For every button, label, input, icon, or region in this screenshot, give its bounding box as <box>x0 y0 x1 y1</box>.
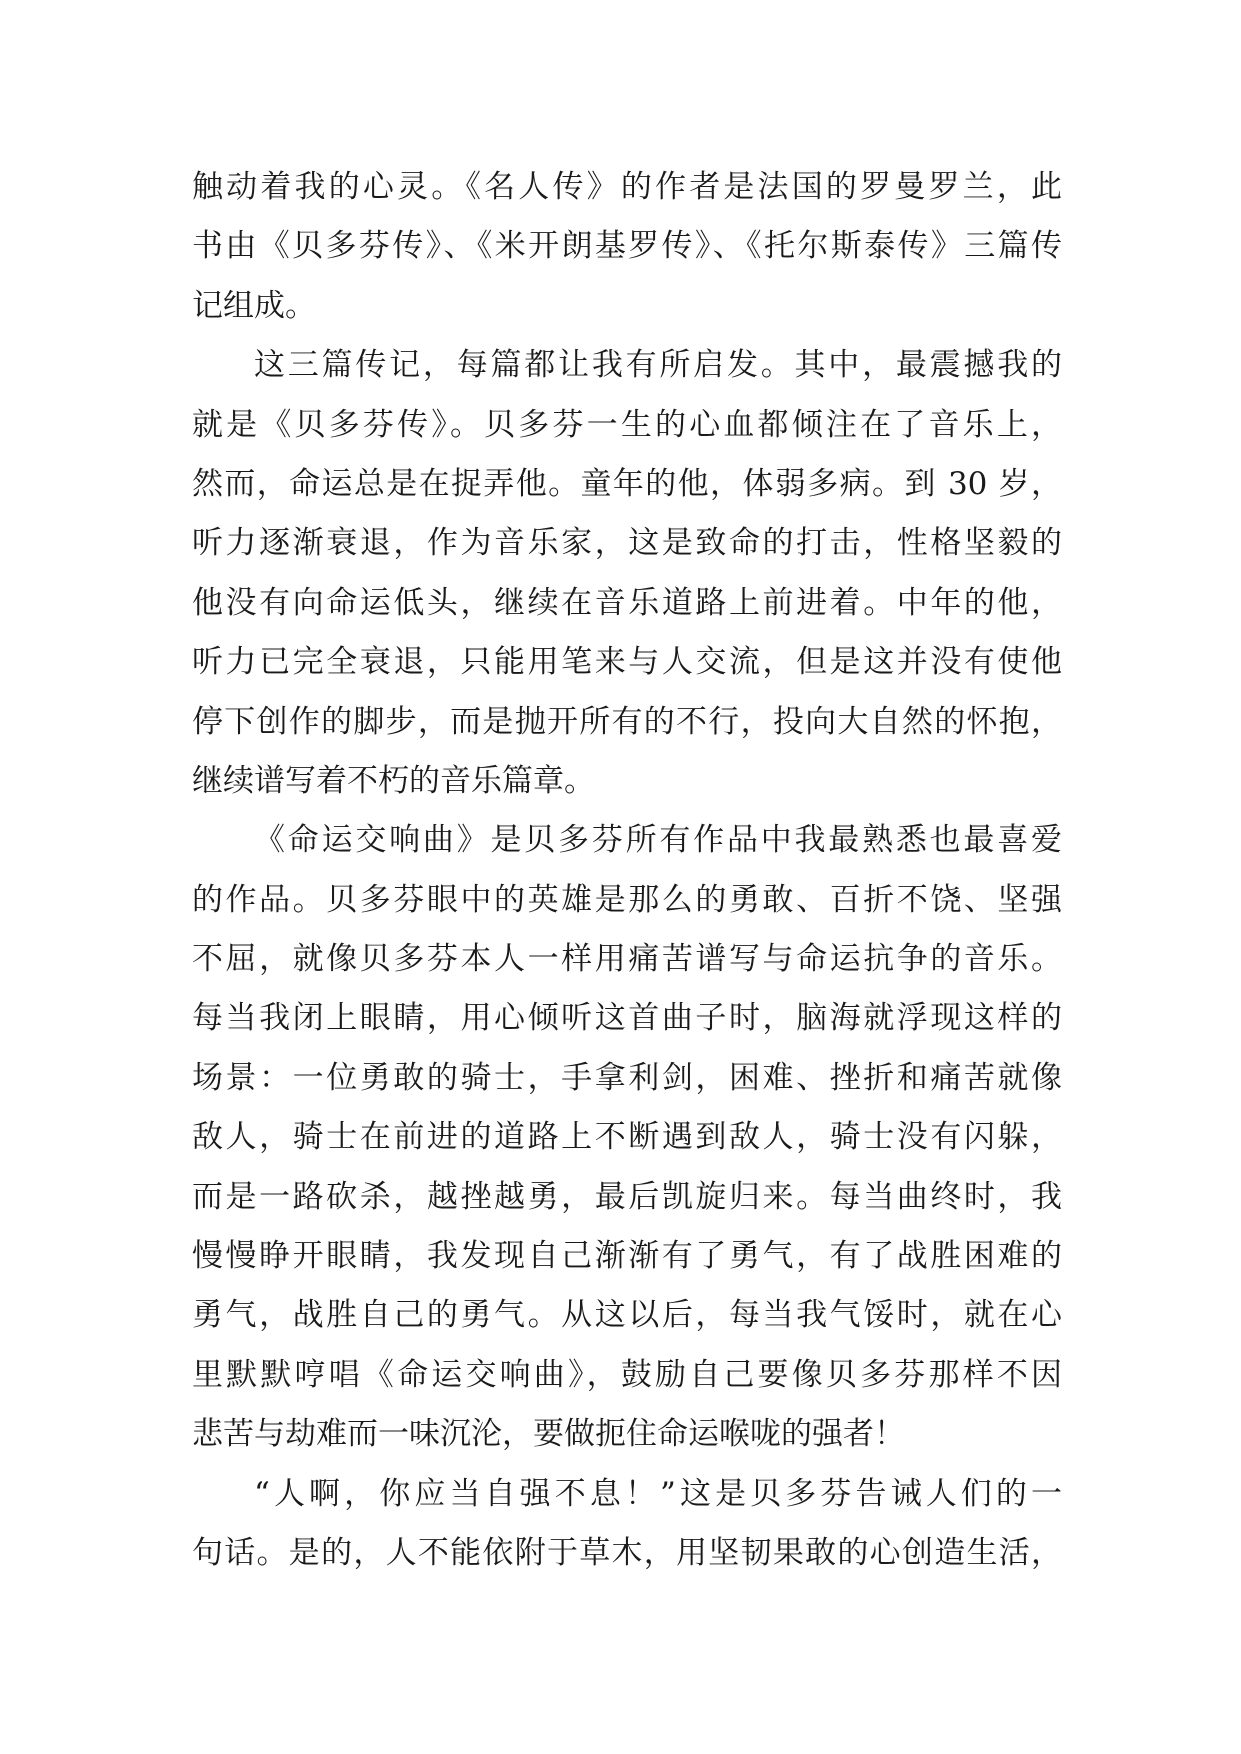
text-line: 句话。是的，人不能依附于草木，用坚韧果敢的心创造生活， <box>192 1534 1062 1571</box>
text-line: 听力逐渐衰退，作为音乐家，这是致命的打击，性格坚毅的 <box>192 525 1062 562</box>
text-line: 听力已完全衰退，只能用笔来与人交流，但是这并没有使他 <box>192 644 1062 681</box>
body-text <box>192 158 1062 1583</box>
text-line: 而是一路砍杀，越挫越勇，最后凯旋归来。每当曲终时，我 <box>192 1178 1062 1215</box>
text-line: 敌人，骑士在前进的道路上不断遇到敌人，骑士没有闪躲， <box>192 1119 1062 1156</box>
text-line: 记组成。 <box>192 287 316 324</box>
text-line: 继续谱写着不朽的音乐篇章。 <box>192 762 595 799</box>
text-line: 他没有向命运低头，继续在音乐道路上前进着。中年的他， <box>192 584 1062 621</box>
paragraph-first-line: 《命运交响曲》是贝多芬所有作品中我最熟悉也最喜爱 <box>254 822 1062 859</box>
text-line: 就是《贝多芬传》。贝多芬一生的心血都倾注在了音乐上， <box>192 406 1062 443</box>
text-line: 停下创作的脚步，而是抛开所有的不行，投向大自然的怀抱， <box>192 703 1062 740</box>
text-line: 悲苦与劫难而一味沉沦，要做扼住命运喉咙的强者！ <box>192 1416 905 1453</box>
text-line: 里默默哼唱《命运交响曲》，鼓励自己要像贝多芬那样不因 <box>192 1356 1062 1393</box>
text-line: 场景：一位勇敢的骑士，手拿利剑，困难、挫折和痛苦就像 <box>192 1059 1062 1096</box>
text-line: 每当我闭上眼睛，用心倾听这首曲子时，脑海就浮现这样的 <box>192 1000 1062 1037</box>
paragraph-first-line: 这三篇传记，每篇都让我有所启发。其中，最震撼我的 <box>254 347 1062 384</box>
text-line: 触动着我的心灵。《名人传》的作者是法国的罗曼罗兰，此 <box>192 169 1062 205</box>
text-line: 书由《贝多芬传》、《米开朗基罗传》、《托尔斯泰传》三篇传 <box>192 228 1062 265</box>
text-line: 慢慢睁开眼睛，我发现自己渐渐有了勇气，有了战胜困难的 <box>192 1238 1062 1275</box>
text-line: 然而，命运总是在捉弄他。童年的他，体弱多病。到 30 岁， <box>192 465 1062 502</box>
text-line: 的作品。贝多芬眼中的英雄是那么的勇敢、百折不饶、坚强 <box>192 881 1062 918</box>
paragraph-first-line: “人啊，你应当自强不息！”这是贝多芬告诫人们的一 <box>254 1475 1062 1512</box>
text-line: 勇气，战胜自己的勇气。从这以后，每当我气馁时，就在心 <box>192 1297 1062 1334</box>
text-line: 不屈，就像贝多芬本人一样用痛苦谱写与命运抗争的音乐。 <box>192 941 1062 978</box>
